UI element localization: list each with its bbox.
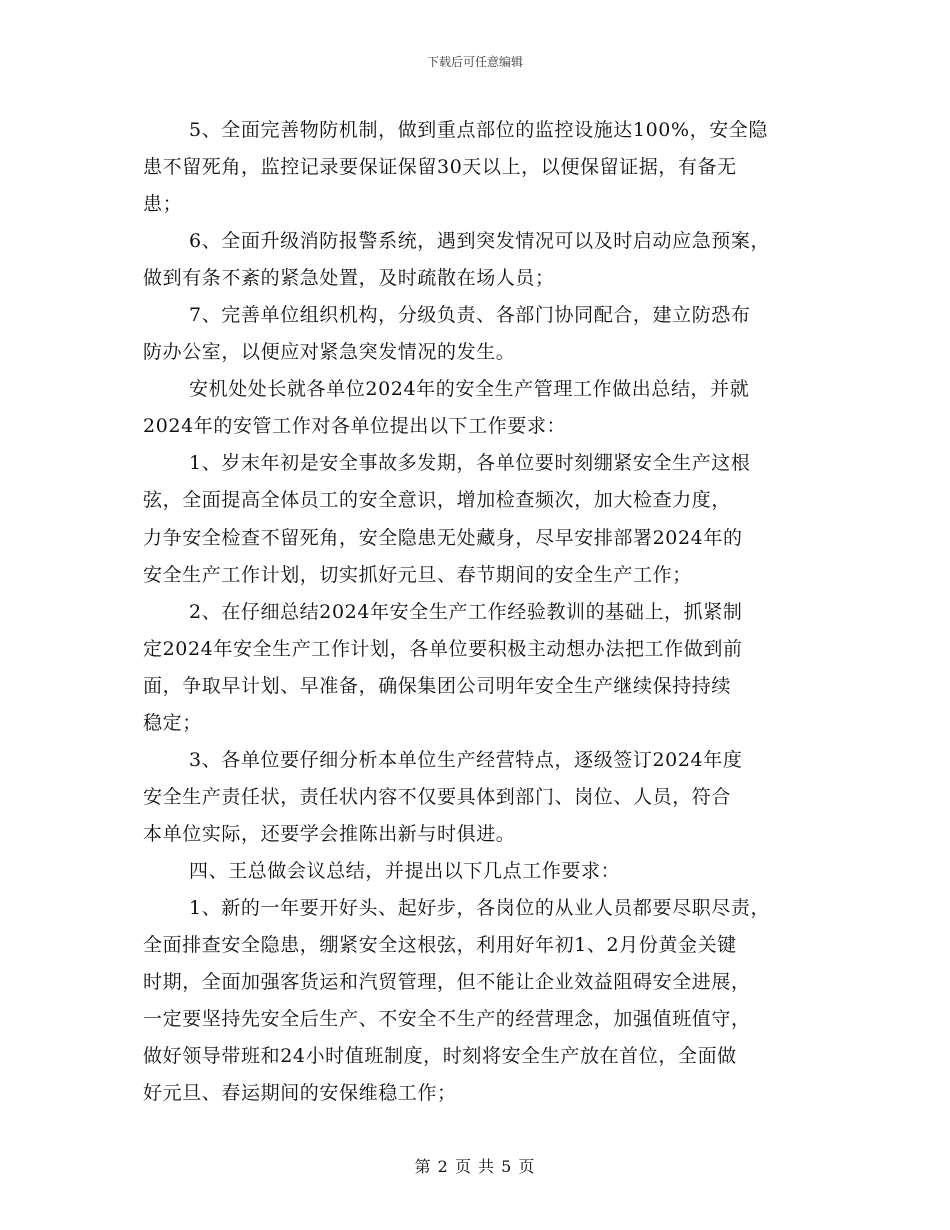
text-line: 5、全面完善物防机制，做到重点部位的监控设施达100%，安全隐 — [189, 119, 769, 141]
text-line: 安全生产责任状，责任状内容不仅要具体到部门、岗位、人员，符合 — [143, 785, 732, 808]
text-line: 四、王总做会议总结，并提出以下几点工作要求： — [189, 859, 621, 882]
text-line: 患； — [143, 193, 183, 216]
text-line: 1、新的一年要开好头、起好步，各岗位的从业人员都要尽职尽责， — [189, 896, 771, 919]
document-body — [143, 112, 823, 1112]
text-line: 全面排查安全隐患，绷紧安全这根弦，利用好年初1、2月份黄金关键 — [143, 934, 737, 957]
text-line: 2024年的安管工作对各单位提出以下工作要求： — [143, 415, 567, 438]
text-line: 1、岁末年初是安全事故多发期，各单位要时刻绷紧安全生产这根 — [189, 452, 751, 475]
text-line: 面，争取早计划、早准备，确保集团公司明年安全生产继续保持持续 — [143, 674, 732, 697]
text-line: 2、在仔细总结2024年安全生产工作经验教训的基础上，抓紧制 — [189, 600, 743, 623]
text-line: 3、各单位要仔细分析本单位生产经营特点，逐级签订2024年度 — [189, 748, 743, 771]
text-line: 力争安全检查不留死角，安全隐患无处藏身，尽早安排部署2024年的 — [143, 526, 743, 549]
text-line: 患不留死角，监控记录要保证保留30天以上，以便保留证据，有备无 — [143, 156, 737, 179]
text-line: 好元旦、春运期间的安保维稳工作； — [143, 1082, 457, 1105]
text-line: 7、完善单位组织机构，分级负责、各部门协同配合，建立防恐布 — [189, 304, 751, 327]
text-line: 安全生产工作计划，切实抓好元旦、春节期间的安全生产工作； — [143, 563, 692, 586]
text-line: 防办公室，以便应对紧急突发情况的发生。 — [143, 341, 516, 364]
text-line: 时期，全面加强客货运和汽贸管理，但不能让企业效益阻碍安全进展， — [143, 971, 751, 994]
text-line: 安机处处长就各单位2024年的安全生产管理工作做出总结，并就 — [189, 378, 750, 401]
text-line: 弦，全面提高全体员工的安全意识，增加检查频次，加大检查力度， — [143, 489, 732, 512]
text-line: 6、全面升级消防报警系统，遇到突发情况可以及时启动应急预案， — [189, 230, 771, 253]
text-line: 定2024年安全生产工作计划，各单位要积极主动想办法把工作做到前 — [143, 637, 743, 660]
text-line: 做好领导带班和24小时值班制度，时刻将安全生产放在首位，全面做 — [143, 1045, 737, 1068]
text-line: 本单位实际，还要学会推陈出新与时俱进。 — [143, 822, 516, 845]
text-line: 一定要坚持先安全后生产、不安全不生产的经营理念，加强值班值守， — [143, 1008, 751, 1031]
page-header: 下载后可任意编辑 — [426, 55, 523, 69]
page-footer: 第 2 页 共 5 页 — [414, 1157, 536, 1176]
text-line: 做到有条不紊的紧急处置，及时疏散在场人员； — [143, 267, 555, 290]
text-line: 稳定； — [143, 711, 202, 734]
